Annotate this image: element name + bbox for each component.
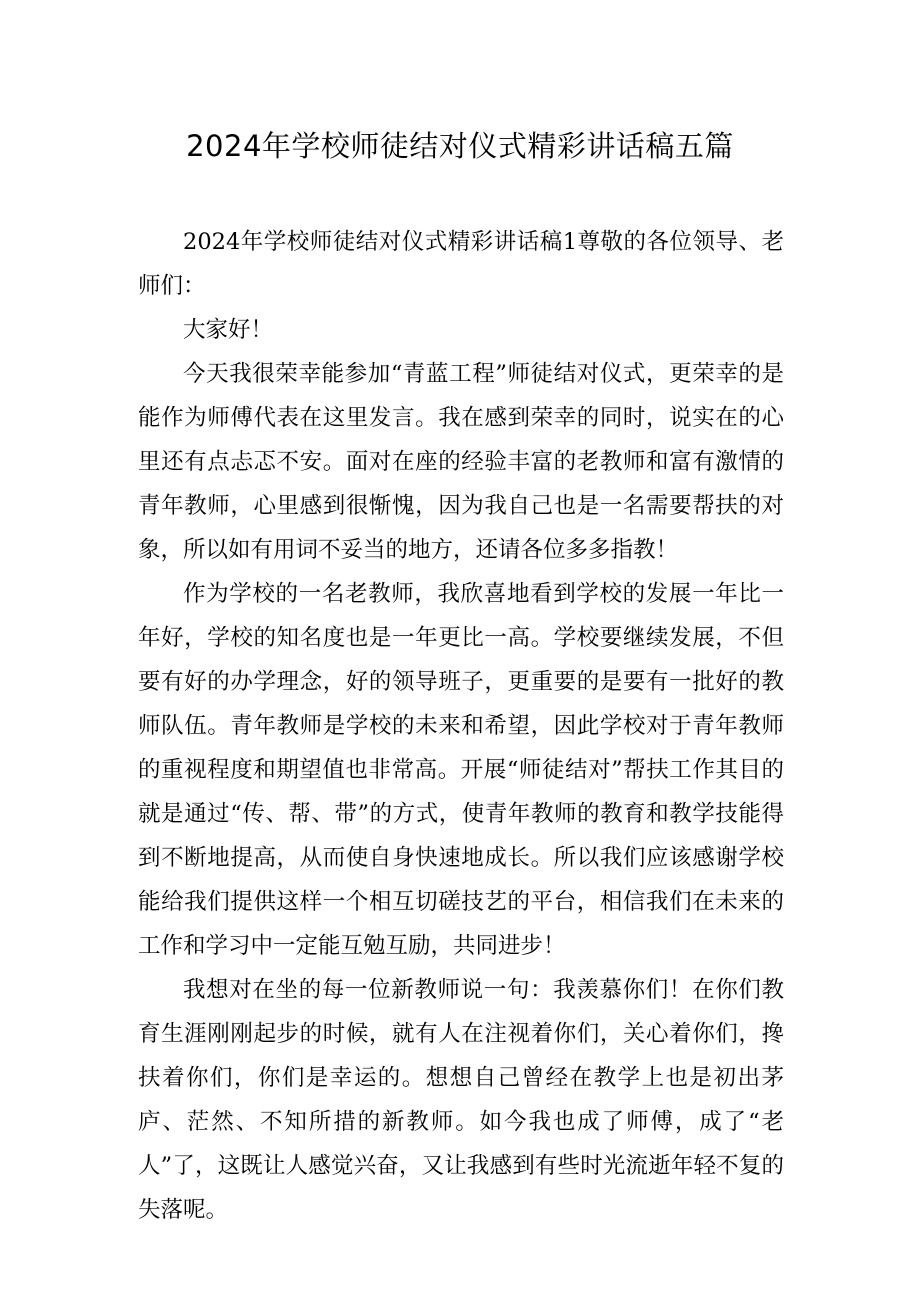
document-title: 2024年学校师徒结对仪式精彩讲话稿五篇	[186, 129, 734, 163]
paragraph: 大家好！	[183, 317, 274, 343]
paragraph: 今天我很荣幸能参加“青蓝工程”师徒结对仪式，更荣幸的是能作为师傅代表在这里发言。我在感到荣幸的同时，说实在的心里还有点忐忑不安。面对在座的经验丰富的老教师和富有激情的青年教师，心里感到很惭愧，因为我自己也是一名需要帮扶的对象，所以如有用词不妥当的地方，还请各位多多指教！	[138, 361, 784, 563]
paragraph: 作为学校的一名老教师，我欣喜地看到学校的发展一年比一年好，学校的知名度也是一年更比一高。学校要继续发展，不但要有好的办学理念，好的领导班子，更重要的是要有一批好的教师队伍。青年教师是学校的未来和希望，因此学校对于青年教师的重视程度和期望值也非常高。开展“师徒结对”帮扶工作其目的就是通过“传、帮、带”的方式，使青年教师的教育和教学技能得到不断地提高，从而使自身快速地成长。所以我们应该感谢学校能给我们提供这样一个相互切磋技艺的平台，相信我们在未来的工作和学习中一定能互勉互励，共同进步！	[138, 581, 784, 959]
document-body	[138, 220, 784, 1232]
paragraph: 我想对在坐的每一位新教师说一句：我羡慕你们！在你们教育生涯刚刚起步的时候，就有人在注视着你们，关心着你们，搀扶着你们，你们是幸运的。想想自己曾经在教学上也是初出茅庐、茫然、不知所措的新教师。如今我也成了师傅，成了“老人”了，这既让人感觉兴奋，又让我感到有些时光流逝年轻不复的失落呢。	[138, 977, 784, 1223]
paragraph: 2024年学校师徒结对仪式精彩讲话稿1尊敬的各位领导、老师们：	[138, 229, 784, 299]
